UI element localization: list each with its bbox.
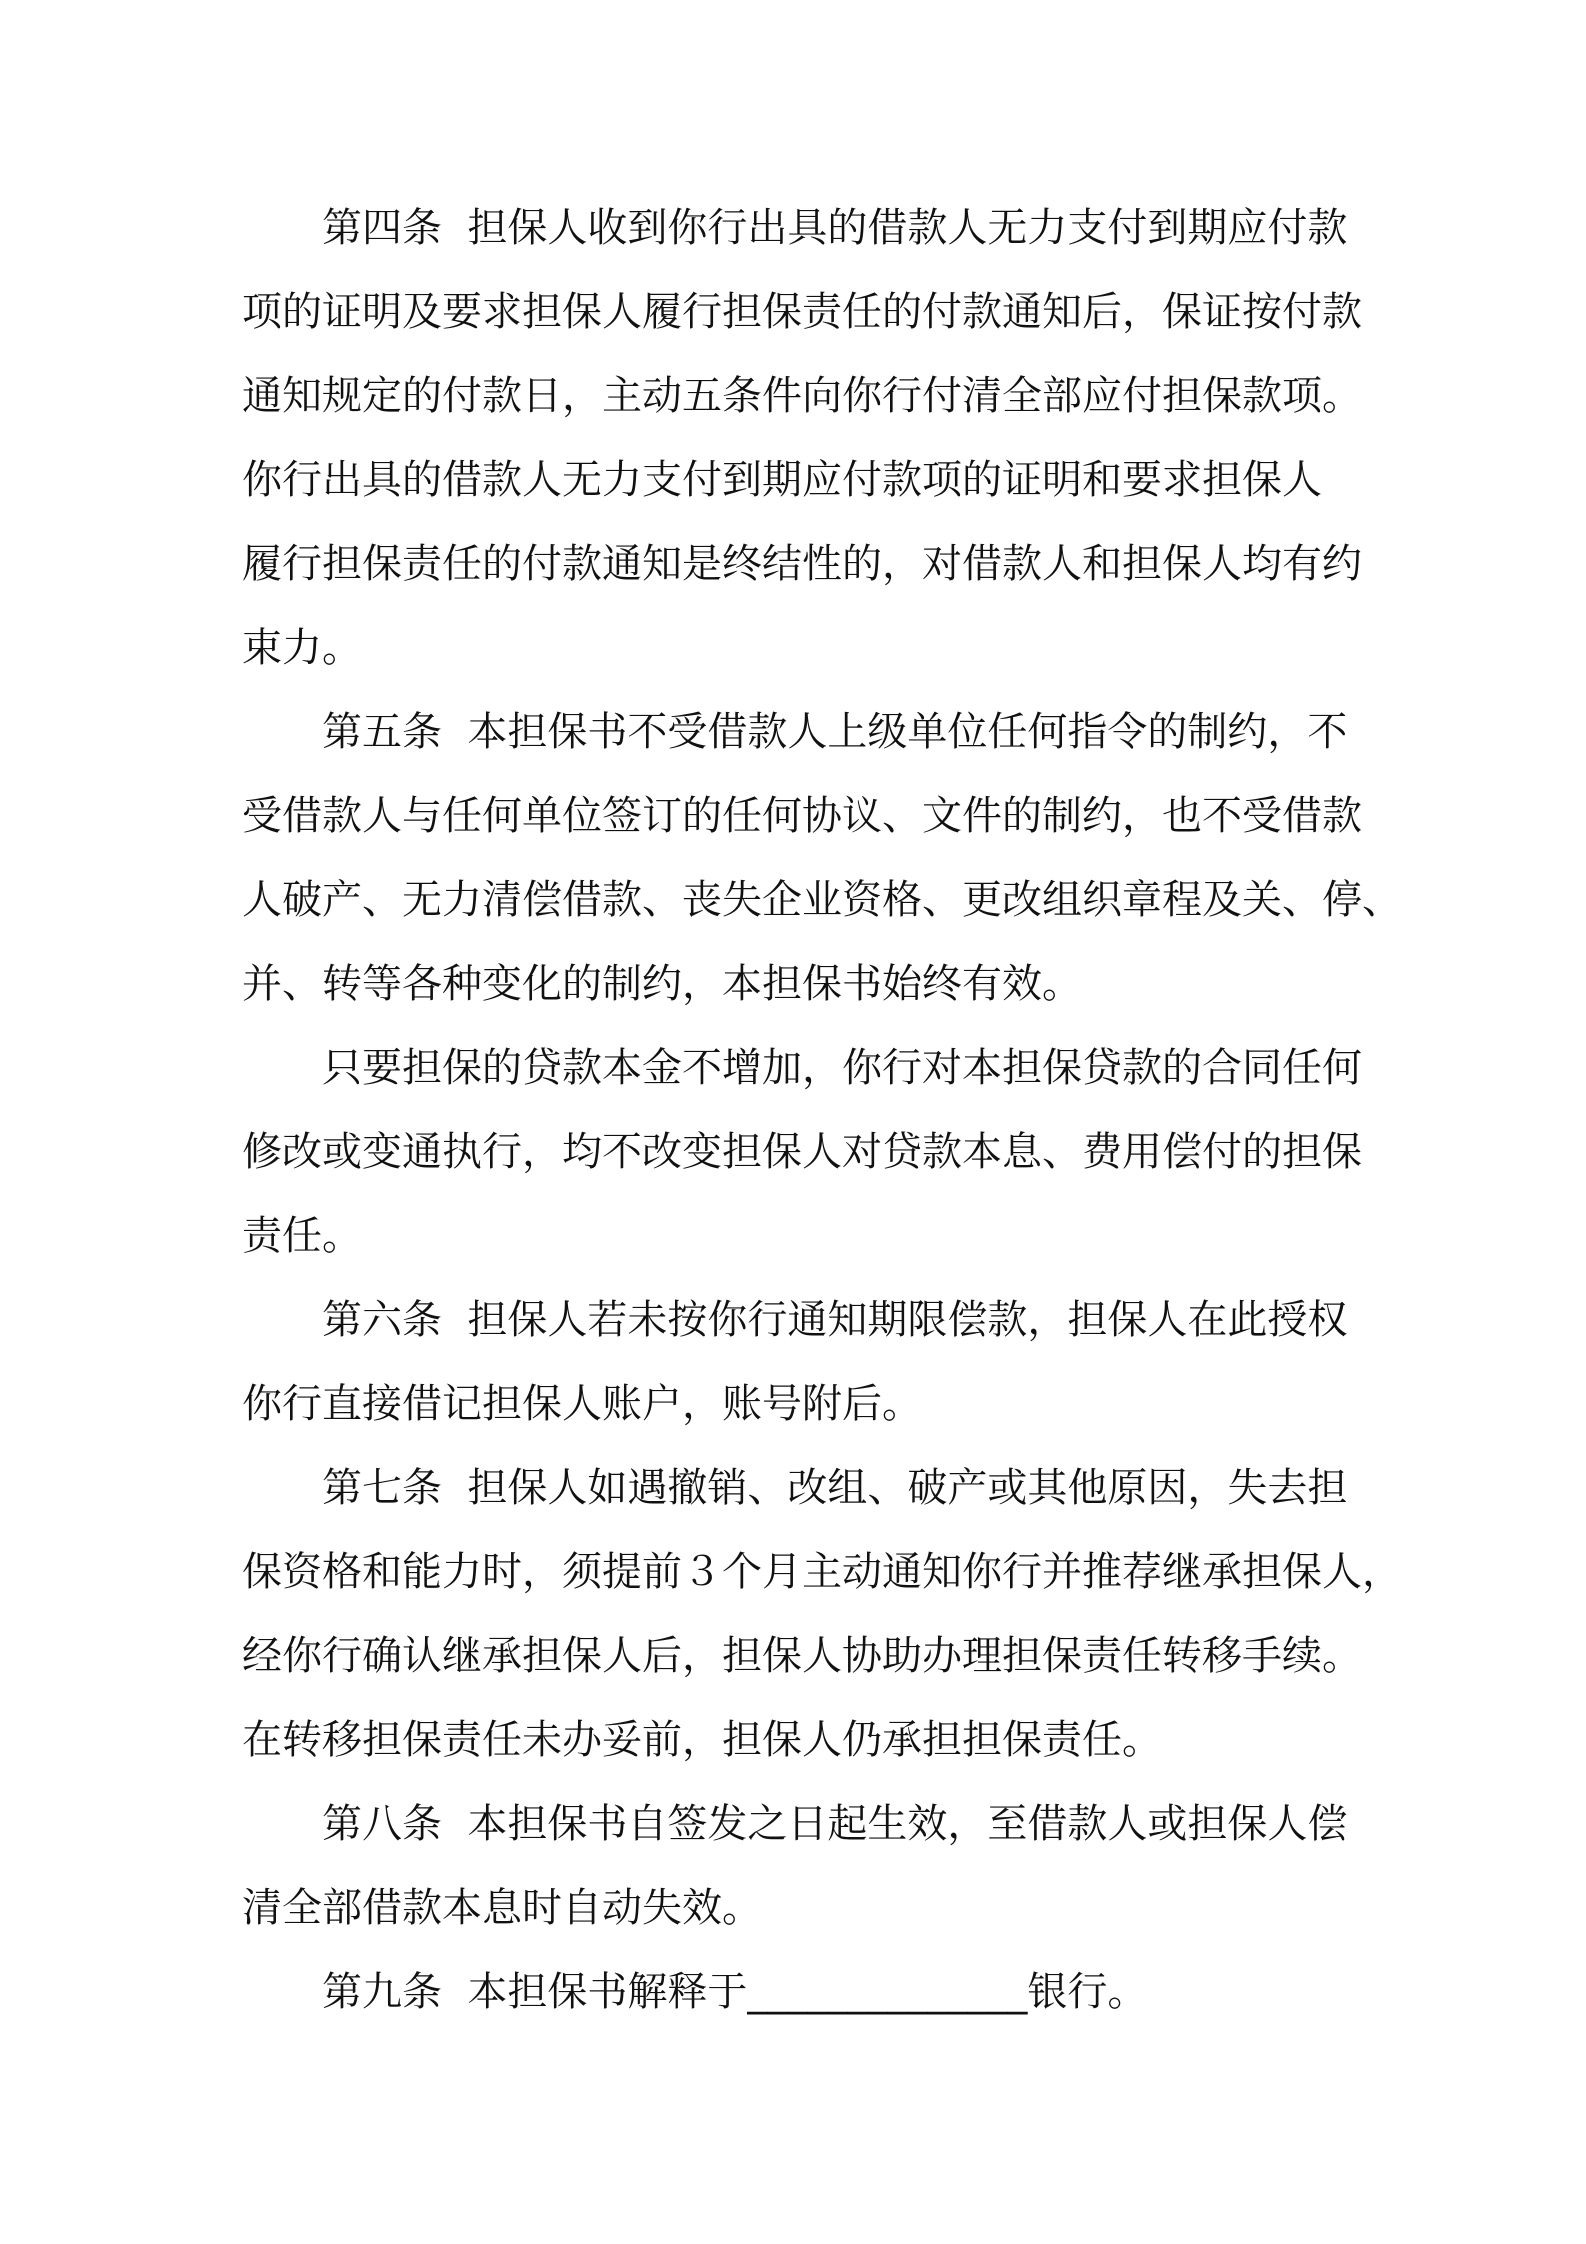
article-8-line-1: 第八条 本担保书自签发之日起生效，至借款人或担保人偿	[322, 1801, 1348, 1847]
article-4-line-4: 你行出具的借款人无力支付到期应付款项的证明和要求担保人	[242, 457, 1322, 503]
article-5-continued-line-1: 只要担保的贷款本金不增加，你行对本担保贷款的合同任何	[322, 1045, 1362, 1091]
article-5-continued-line-3: 责任。	[242, 1213, 362, 1259]
article-5-continued-line-2: 修改或变通执行，均不改变担保人对贷款本息、费用偿付的担保	[242, 1129, 1362, 1175]
article-4-line-3: 通知规定的付款日，主动五条件向你行付清全部应付担保款项。	[242, 373, 1362, 419]
article-7-line-1: 第七条 担保人如遇撤销、改组、破产或其他原因，失去担	[322, 1465, 1348, 1511]
article-4-line-6: 束力。	[242, 625, 362, 671]
article-5-line-3: 人破产、无力清偿借款、丧失企业资格、更改组织章程及关、停、	[242, 877, 1402, 923]
article-4-line-2: 项的证明及要求担保人履行担保责任的付款通知后，保证按付款	[242, 289, 1362, 335]
article-8-line-2: 清全部借款本息时自动失效。	[242, 1885, 762, 1931]
article-5-line-1: 第五条 本担保书不受借款人上级单位任何指令的制约，不	[322, 709, 1348, 755]
article-6-line-1: 第六条 担保人若未按你行通知期限偿款，担保人在此授权	[322, 1297, 1348, 1343]
article-4-line-1: 第四条 担保人收到你行出具的借款人无力支付到期应付款	[322, 205, 1348, 251]
article-6-line-2: 你行直接借记担保人账户，账号附后。	[242, 1381, 922, 1427]
article-7-line-2: 保资格和能力时，须提前３个月主动通知你行并推荐继承担保人，	[242, 1549, 1402, 1595]
article-5-line-2: 受借款人与任何单位签订的任何协议、文件的制约，也不受借款	[242, 793, 1362, 839]
article-9-line-1: 第九条 本担保书解释于______________银行。	[322, 1969, 1148, 2015]
article-5-line-4: 并、转等各种变化的制约，本担保书始终有效。	[242, 961, 1082, 1007]
article-7-line-4: 在转移担保责任未办妥前，担保人仍承担担保责任。	[242, 1717, 1162, 1763]
article-4-line-5: 履行担保责任的付款通知是终结性的，对借款人和担保人均有约	[242, 541, 1362, 587]
article-7-line-3: 经你行确认继承担保人后，担保人协助办理担保责任转移手续。	[242, 1633, 1362, 1679]
